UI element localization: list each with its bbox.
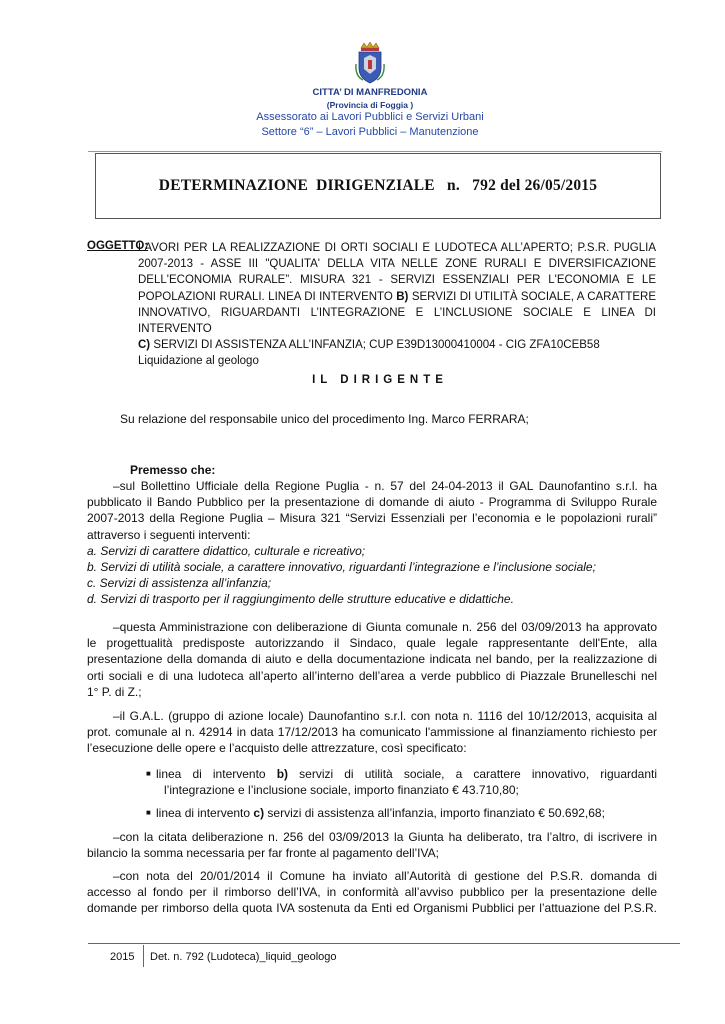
oggetto-line (138, 337, 656, 353)
paragraph-line: attraverso i seguenti interventi: (87, 527, 251, 542)
paragraph-line: domande per rimborso della quota IVA sostenuta da Enti ed Organismi Pubblici per l’attuazione del P.S.R. (87, 901, 657, 916)
assessorato-name: Assessorato ai Lavori Pubblici e Servizi Urbani (256, 111, 484, 123)
il-dirigente-heading: IL DIRIGENTE (312, 374, 448, 386)
footer-separator (143, 945, 144, 967)
paragraph-line: orti sociali e di una ludoteca all’aperto all’interno dell’area a verde pubblico di Piazzale Brunelleschi nel (87, 668, 657, 683)
premesso-heading: Premesso che: (130, 463, 216, 477)
bullet-line: l’integrazione e l’inclusione sociale, importo finanziato € 43.710,80; (164, 783, 519, 798)
paragraph-line: –il G.A.L. (gruppo di azione locale) Daunofantino s.r.l. con nota n. 1116 del 10/12/2013, acquisita al (113, 709, 657, 723)
bullet-line-part: c) (253, 806, 265, 820)
oggetto-line-part: SERVIZI DI ASSISTENZA ALL’INFANZIA; CUP E39D13000410004 - CIG ZFA10CEB58 (153, 339, 600, 352)
oggetto-line: INNOVATIVO, RIGUARDANTI L’INTEGRAZIONE E L’INCLUSIONE SOCIALE E LINEA DI INTERVENTO (138, 306, 656, 336)
oggetto-line-part: POPOLAZIONI RURALI. LINEA DI INTERVENTO (138, 290, 393, 303)
oggetto-line-part: SERVIZI DI UTILITÀ SOCIALE, A CARATTERE (411, 290, 656, 303)
province-name: (Provincia di Foggia ) (326, 100, 414, 110)
header-divider (88, 151, 662, 152)
bullet-square-icon: ■ (146, 769, 151, 778)
paragraph-line: le progettualità predisposte autorizzando il Sindaco, quale legale rappresentante dell'Ente, alla (87, 636, 657, 651)
intervention-item: b. Servizi di utilità sociale, a carattere innovativo, riguardanti l’integrazione e l’inclusione sociale; (87, 560, 596, 575)
footer-document-name: Det. n. 792 (Ludoteca)_liquid_geologo (150, 951, 337, 963)
city-name: CITTA’ DI MANFREDONIA (312, 87, 428, 98)
paragraph-line: –con nota del 20/01/2014 il Comune ha inviato all’Autorità di gestione del P.S.R. domanda di (113, 869, 657, 883)
oggetto-line-part: B) (396, 290, 409, 303)
intervention-item: c. Servizi di assistenza all’infanzia; (87, 576, 272, 591)
city-crest-icon (355, 42, 385, 84)
bullet-square-icon: ■ (146, 808, 151, 817)
paragraph-line: pubblicato il Bando Pubblico per la presentazione di domande di aiuto - Programma di Sviluppo Rurale (87, 495, 657, 510)
paragraph-rimborso-iva (87, 868, 657, 917)
bullet-line-part: linea di intervento (156, 806, 251, 820)
oggetto-text (138, 240, 656, 370)
bullet-item-linea-c (146, 805, 657, 821)
paragraph-line: 2007-2013 della Regione Puglia – Misura 321 “Servizi Essenziali per l’economia e le popolazioni rurali” (87, 511, 657, 526)
paragraph-bollettino (87, 478, 657, 608)
paragraph-line: bilancio la somma necessaria per far fronte al pagamento dell’IVA; (87, 846, 439, 861)
footer-divider (88, 943, 680, 944)
paragraph-line: –questa Amministrazione con deliberazione di Giunta comunale n. 256 del 03/09/2013 ha approvato (113, 620, 657, 634)
determination-title: DETERMINAZIONE DIRIGENZIALE n. 792 del 26/05/2015 (158, 177, 598, 194)
bullet-line-part: servizi di assistenza all’infanzia, importo finanziato € 50.692,68; (267, 806, 605, 820)
bullet-line-part: servizi di utilità sociale, a carattere innovativo, riguardanti (299, 767, 658, 781)
paragraph-line: l’esecuzione delle opere e l’acquisto delle attrezzature, così specificato: (87, 741, 467, 756)
paragraph-gal (87, 708, 657, 757)
oggetto-label: OGGETTO: (87, 240, 149, 252)
oggetto-line: DELL'ECONOMIA RURALE”. MISURA 321 - SERVIZI ESSENZIALI PER L'ECONOMIA E LE (138, 274, 656, 287)
paragraph-iva-bilancio (87, 829, 657, 861)
paragraph-deliberazione (87, 619, 657, 700)
paragraph-line: accesso al fondo per il rimborso dell’IVA, in conformità all’avviso pubblico per la presentazione delle (87, 885, 657, 900)
bullet-line (146, 766, 657, 782)
paragraph-line: –con la citata deliberazione n. 256 del 03/09/2013 la Giunta ha deliberato, tra l’altro, di iscrivere in (113, 830, 657, 844)
bullet-item-linea-b (146, 766, 657, 798)
oggetto-line (138, 289, 656, 305)
oggetto-line-part: C) (138, 339, 151, 352)
paragraph-line: prot. comunale al n. 42914 in data 17/12/2013 ha comunicato l'ammissione al finanziamento richiesto per (87, 725, 657, 740)
settore-name: Settore “6” – Lavori Pubblici – Manutenzione (261, 126, 479, 138)
bullet-line-part: linea di intervento (156, 767, 266, 781)
oggetto-line: Liquidazione al geologo (138, 355, 259, 368)
oggetto-line: LAVORI PER LA REALIZZAZIONE DI ORTI SOCIALI E LUDOTECA ALL’APERTO; P.S.R. PUGLIA (138, 242, 656, 254)
paragraph-line: presentazione della domanda di aiuto e della documentazione indicata nel bando, per la realizzazione di (87, 652, 657, 667)
relazione-text: Su relazione del responsabile unico del procedimento Ing. Marco FERRARA; (120, 412, 529, 426)
determination-title-box (95, 153, 661, 219)
paragraph-line: –sul Bollettino Ufficiale della Regione Puglia - n. 57 del 24-04-2013 il GAL Daunofantino s.r.l. ha (113, 479, 657, 493)
intervention-item: d. Servizi di trasporto per il raggiungimento delle strutture educative e didattiche. (87, 592, 514, 607)
paragraph-line: 1° P. di Z.; (87, 684, 142, 699)
intervention-item: a. Servizi di carattere didattico, culturale e ricreativo; (87, 543, 366, 558)
footer-year: 2015 (110, 951, 135, 963)
bullet-line-part: b) (276, 767, 289, 781)
bullet-line (146, 805, 657, 821)
oggetto-line: 2007-2013 - ASSE III "QUALITA' DELLA VITA NELLE ZONE RURALI E DIVERSIFICAZIONE (138, 258, 656, 271)
